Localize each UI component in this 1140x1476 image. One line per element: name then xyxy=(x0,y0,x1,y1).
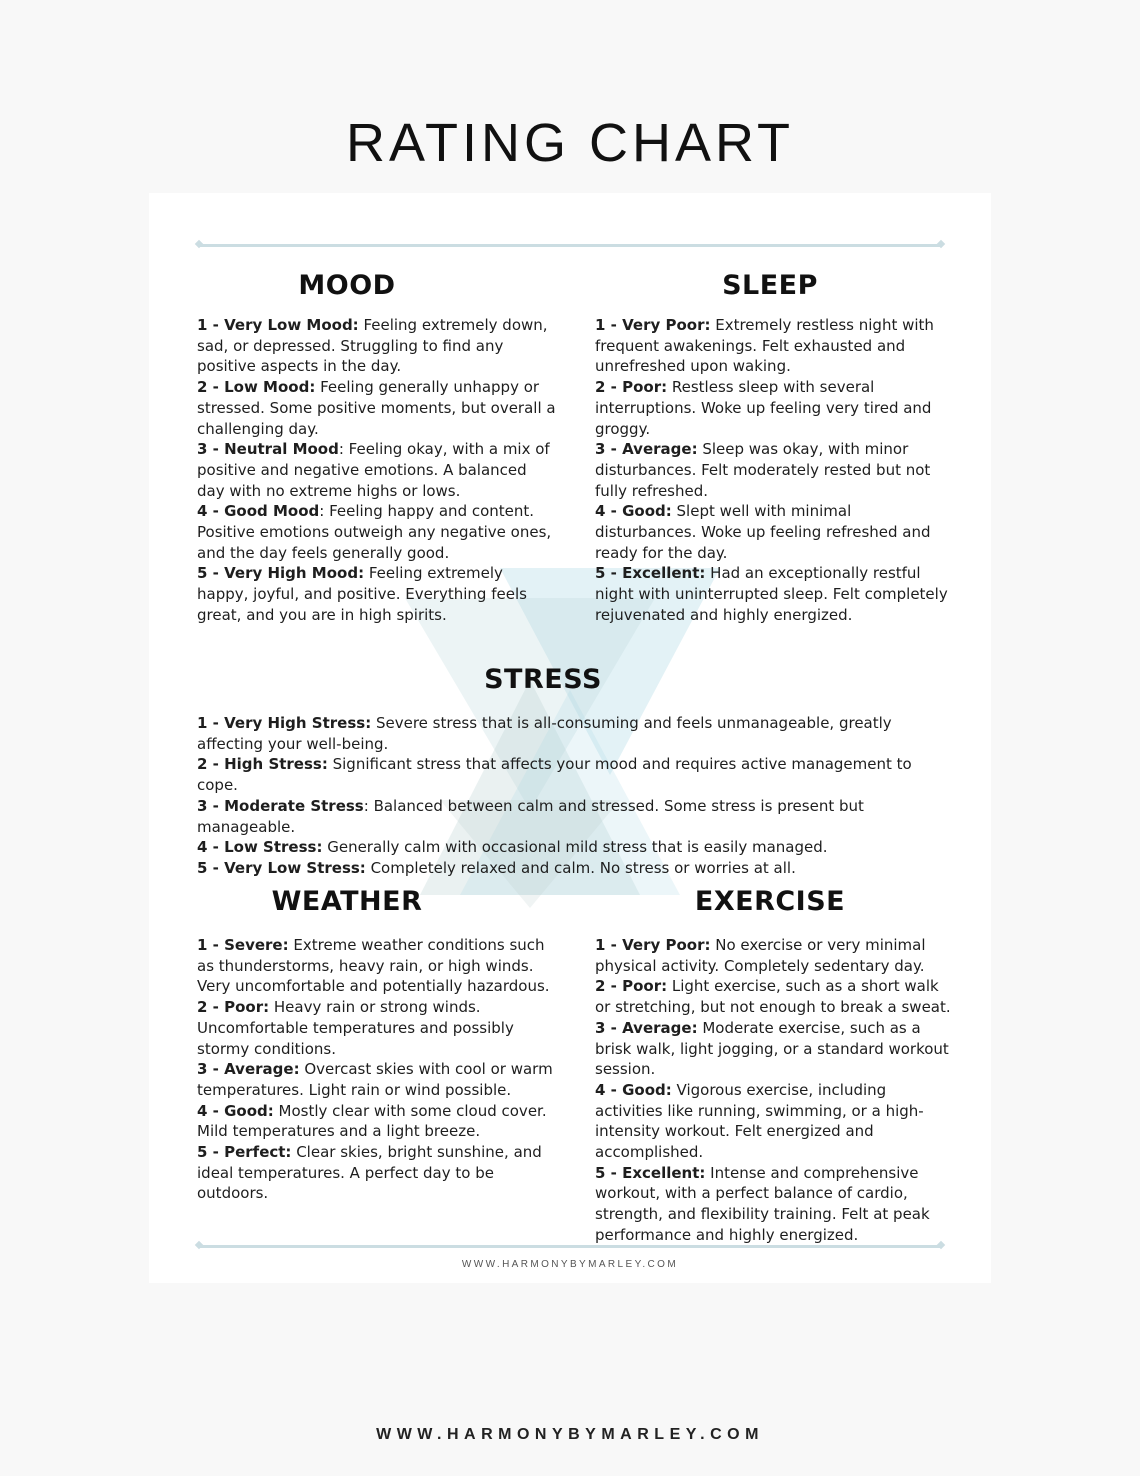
rating-label: 5 - Perfect: xyxy=(197,1143,292,1162)
mood-rating-2 xyxy=(197,377,557,439)
rating-description: : Feeling happy and content. Positive emotions outweigh any negative ones, and the day feels generally good. xyxy=(197,502,552,562)
mood-title: MOOD xyxy=(298,270,396,301)
stress-rating-4 xyxy=(197,837,942,858)
sleep-rating-4 xyxy=(595,501,955,563)
rating-description: Feeling generally unhappy or stressed. Some positive moments, but overall a challenging day. xyxy=(197,378,556,438)
footer-website-url: WWW.HARMONYBYMARLEY.COM xyxy=(376,1426,764,1443)
mood-rating-5 xyxy=(197,563,557,625)
exercise-rating-2 xyxy=(595,976,955,1017)
rating-description: Overcast skies with cool or warm temperatures. Light rain or wind possible. xyxy=(197,1060,553,1099)
exercise-rating-4 xyxy=(595,1080,955,1163)
sleep-rating-2 xyxy=(595,377,955,439)
sleep-rating-1 xyxy=(595,315,955,377)
sleep-ratings xyxy=(595,315,955,626)
rating-label: 1 - Very Poor: xyxy=(595,936,711,954)
rating-label: 5 - Excellent: xyxy=(595,1163,706,1182)
rating-label: 4 - Low Stress: xyxy=(197,838,323,857)
stress-rating-1 xyxy=(197,713,942,754)
rating-description: No exercise or very minimal physical activity. Completely sedentary day. xyxy=(595,936,926,975)
rating-description: Completely relaxed and calm. No stress or worries at all. xyxy=(365,858,796,877)
exercise-rating-3 xyxy=(595,1018,955,1080)
weather-rating-1 xyxy=(197,935,557,997)
sleep-rating-3 xyxy=(595,439,955,501)
weather-rating-5 xyxy=(197,1142,557,1204)
rating-label: 5 - Very Low Stress: xyxy=(197,858,366,877)
mood-ratings xyxy=(197,315,557,626)
rating-description: Clear skies, bright sunshine, and ideal temperatures. A perfect day to be outdoors. xyxy=(197,1143,542,1203)
weather-rating-2 xyxy=(197,997,557,1059)
stress-rating-2 xyxy=(197,754,942,795)
rating-description: Heavy rain or strong winds. Uncomfortable temperatures and possibly stormy conditions. xyxy=(197,998,514,1058)
card-website-url: WWW.HARMONYBYMARLEY.COM xyxy=(461,1259,679,1270)
rating-description: Feeling extremely down, sad, or depressed. Struggling to find any positive aspects in the day. xyxy=(197,316,548,376)
rating-label: 1 - Very Poor: xyxy=(595,316,711,334)
mood-rating-3 xyxy=(197,439,557,501)
rating-label: 3 - Average: xyxy=(197,1060,300,1079)
rating-description: Moderate exercise, such as a brisk walk, light jogging, or a standard workout session. xyxy=(595,1018,949,1079)
rating-label: 2 - Poor: xyxy=(595,977,668,996)
rating-label: 4 - Good: xyxy=(197,1101,274,1120)
rating-description: Restless sleep with several interruptions. Woke up feeling very tired and groggy. xyxy=(595,378,932,438)
rating-description: Sleep was okay, with minor disturbances. Felt moderately rested but not fully refreshed. xyxy=(595,440,931,500)
rating-label: 3 - Average: xyxy=(595,1018,698,1037)
stress-title: STRESS xyxy=(484,664,602,695)
rating-description: : Balanced between calm and stressed. Some stress is present but manageable. xyxy=(197,796,864,836)
rating-label: 1 - Very High Stress: xyxy=(197,714,372,732)
mood-rating-4 xyxy=(197,501,557,563)
rating-description: Mostly clear with some cloud cover. Mild temperatures and a light breeze. xyxy=(197,1101,547,1141)
rating-label: 4 - Good: xyxy=(595,1080,672,1099)
rating-description: Vigorous exercise, including activities like running, swimming, or a high-intensity workout. Felt energized and accomplished. xyxy=(595,1080,924,1162)
bottom-divider xyxy=(198,1245,942,1248)
exercise-rating-1 xyxy=(595,935,955,976)
weather-title: WEATHER xyxy=(271,886,423,917)
rating-label: 1 - Severe: xyxy=(197,936,289,954)
weather-ratings xyxy=(197,935,557,1204)
rating-label: 2 - Low Mood: xyxy=(197,378,316,397)
sleep-title: SLEEP xyxy=(722,270,818,301)
rating-label: 5 - Excellent: xyxy=(595,564,706,583)
sleep-rating-5 xyxy=(595,563,955,625)
weather-rating-4 xyxy=(197,1101,557,1142)
rating-description: Feeling extremely happy, joyful, and positive. Everything feels great, and you are in high spirits. xyxy=(197,564,527,624)
weather-rating-3 xyxy=(197,1059,557,1100)
rating-description: Slept well with minimal disturbances. Woke up feeling refreshed and ready for the day. xyxy=(595,502,931,562)
rating-description: Intense and comprehensive workout, with a perfect balance of cardio, strength, and flexibility training. Felt at peak performance and highly energized. xyxy=(595,1163,930,1244)
mood-rating-1 xyxy=(197,315,557,377)
stress-rating-5 xyxy=(197,858,942,879)
rating-description: Light exercise, such as a short walk or stretching, but not enough to break a sweat. xyxy=(595,977,951,1017)
rating-label: 2 - High Stress: xyxy=(197,755,328,774)
stress-rating-3 xyxy=(197,796,942,837)
rating-label: 1 - Very Low Mood: xyxy=(197,316,359,334)
page-title: RATING CHART xyxy=(345,113,795,173)
rating-description: Severe stress that is all-consuming and feels unmanageable, greatly affecting your well-being. xyxy=(197,714,892,753)
exercise-title: EXERCISE xyxy=(694,886,846,917)
rating-description: Generally calm with occasional mild stress that is easily managed. xyxy=(322,838,828,857)
exercise-rating-5 xyxy=(595,1163,955,1246)
rating-label: 3 - Average: xyxy=(595,440,698,459)
top-divider xyxy=(198,244,942,247)
rating-description: : Feeling okay, with a mix of positive and negative emotions. A balanced day with no extreme highs or lows. xyxy=(197,440,550,500)
rating-description: Extremely restless night with frequent awakenings. Felt exhausted and unrefreshed upon waking. xyxy=(595,316,934,376)
rating-label: 2 - Poor: xyxy=(595,378,668,397)
rating-description: Significant stress that affects your mood and requires active management to cope. xyxy=(197,755,912,795)
rating-label: 4 - Good: xyxy=(595,502,672,521)
rating-label: 3 - Moderate Stress xyxy=(197,796,364,815)
exercise-ratings xyxy=(595,935,955,1246)
rating-label: 3 - Neutral Mood xyxy=(197,440,339,459)
rating-description: Had an exceptionally restful night with uninterrupted sleep. Felt completely rejuvenated and highly energized. xyxy=(595,564,948,624)
rating-label: 4 - Good Mood xyxy=(197,502,320,521)
rating-description: Extreme weather conditions such as thunderstorms, heavy rain, or high winds. Very uncomfortable and potentially hazardous. xyxy=(197,936,550,996)
stress-ratings xyxy=(197,713,942,879)
rating-label: 2 - Poor: xyxy=(197,998,270,1017)
rating-label: 5 - Very High Mood: xyxy=(197,564,365,583)
